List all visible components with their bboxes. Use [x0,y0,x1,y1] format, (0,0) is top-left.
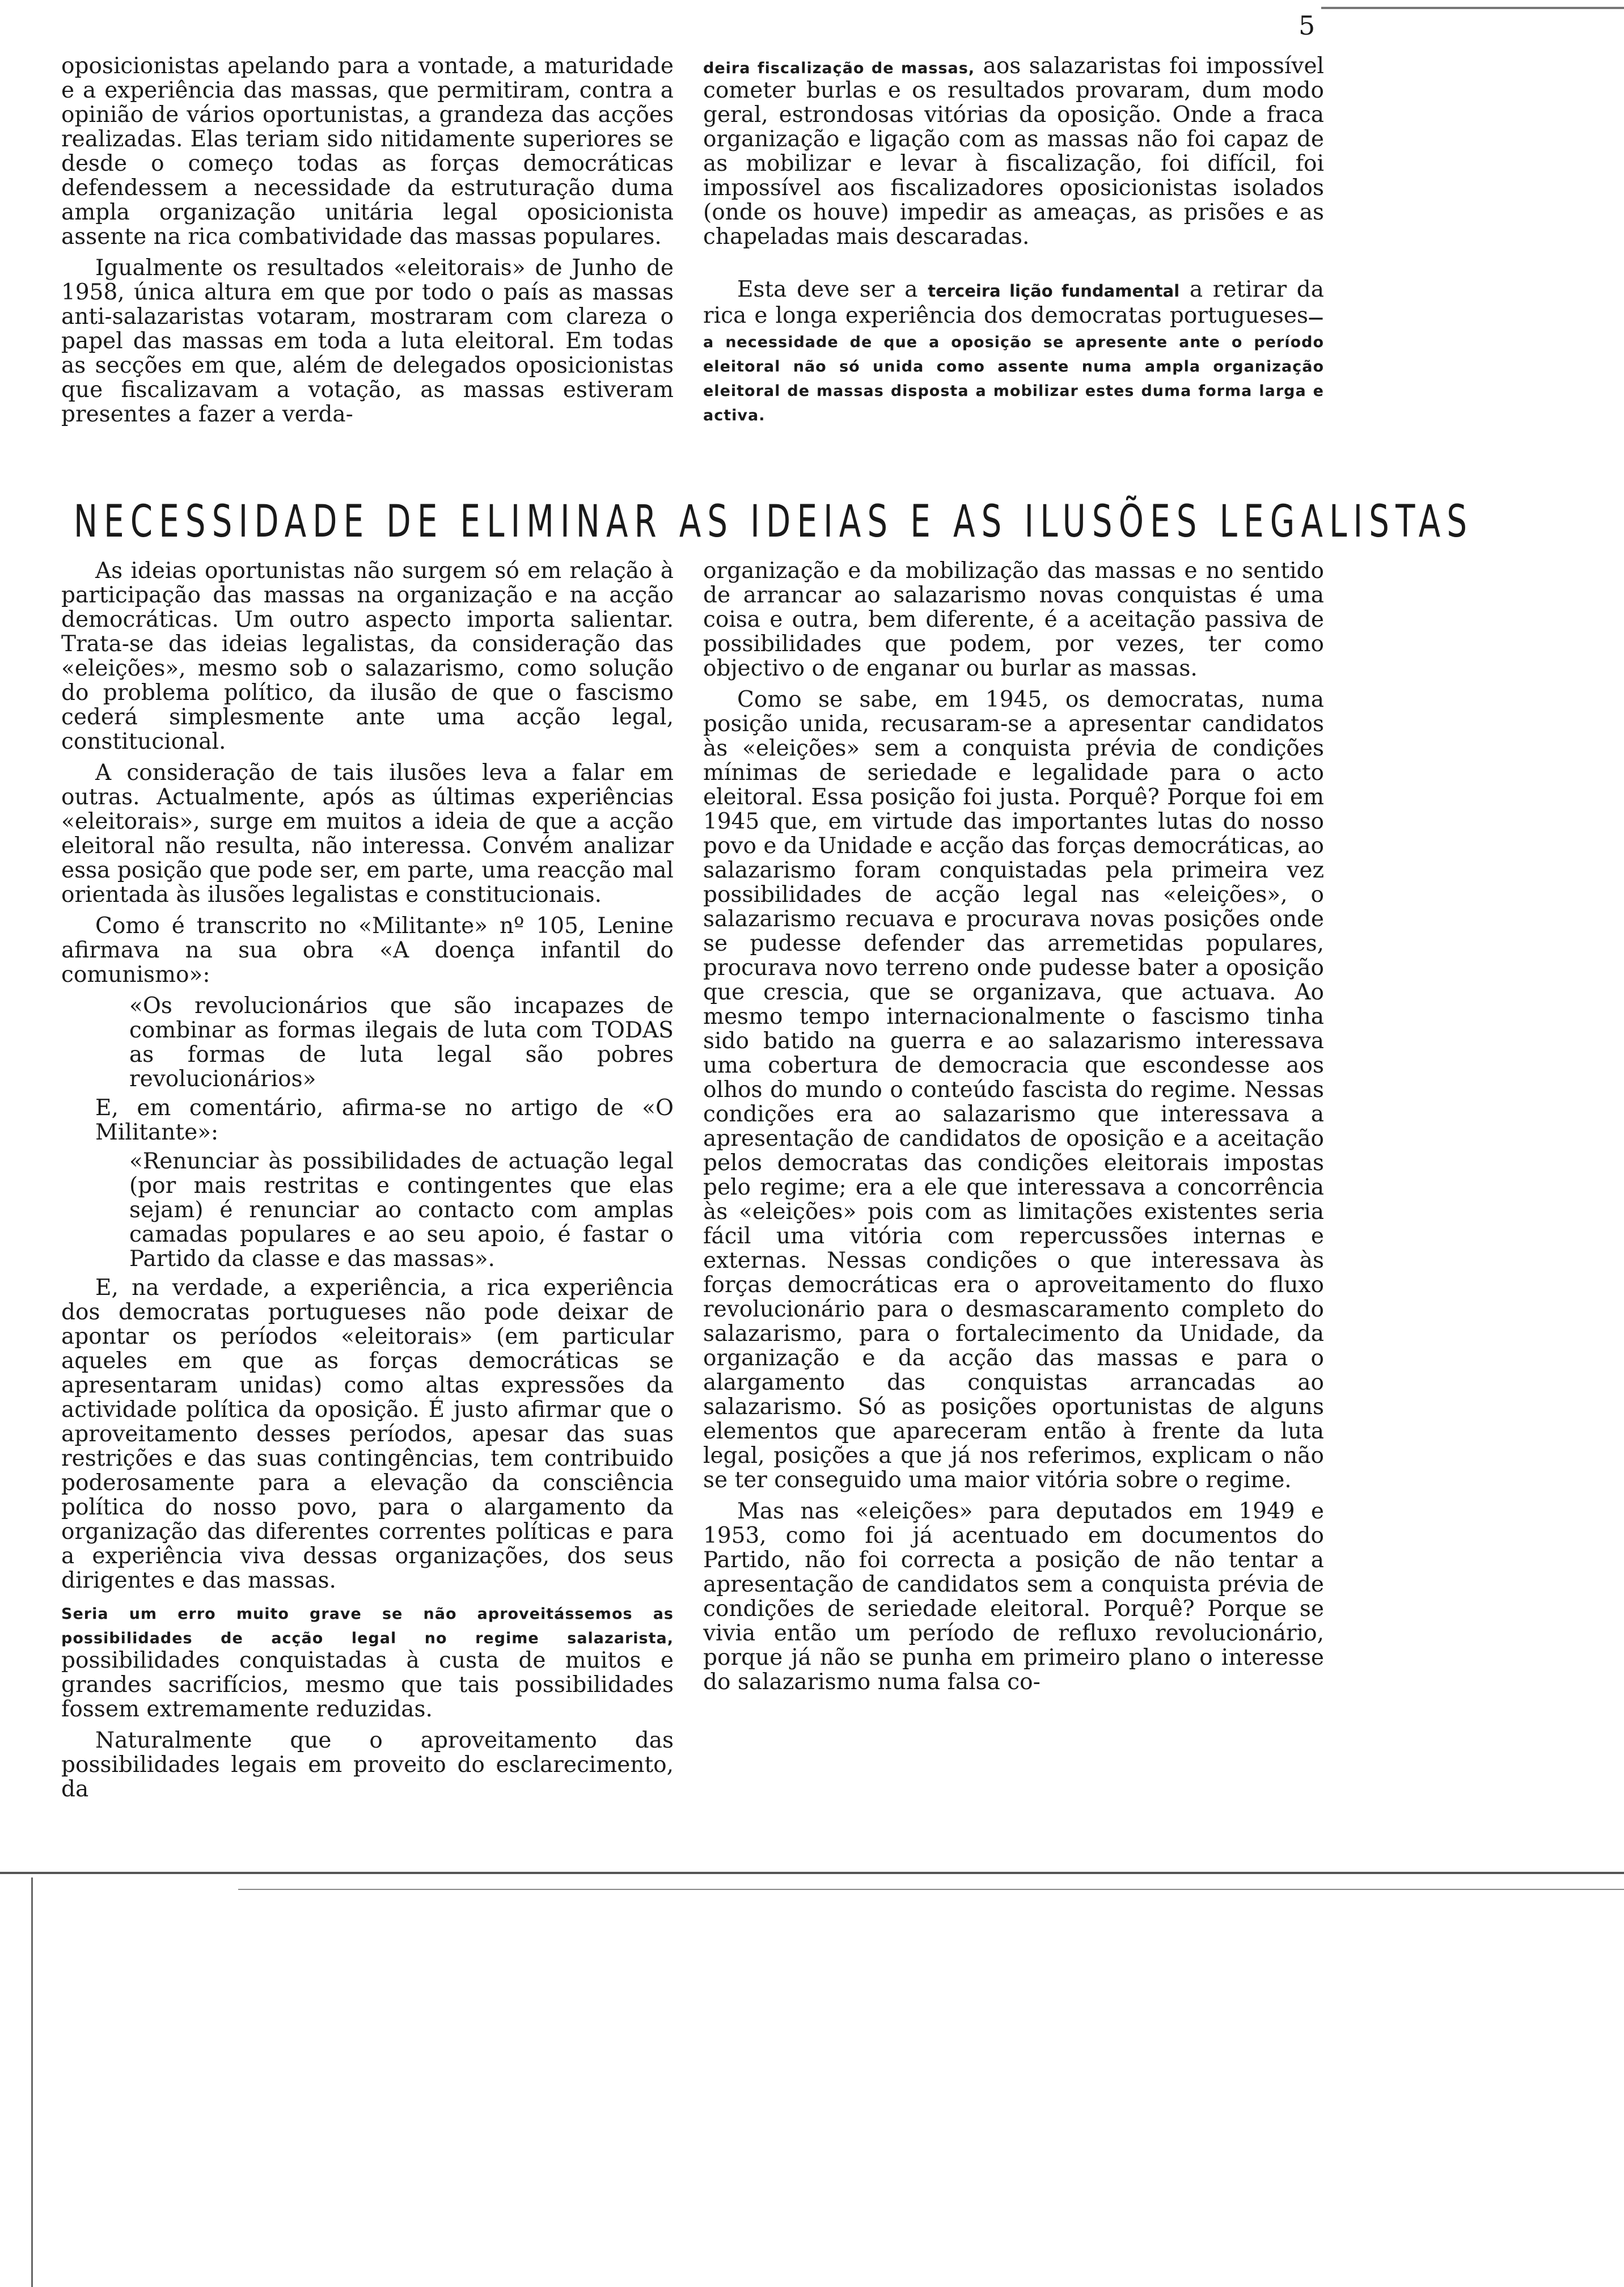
paragraph: organização e da mobilização das massas e no sentido de arrancar ao salazarismo novas conquistas é uma coisa e outra, bem diferente, é a aceitação passiva de possibilidades que podem, por vezes, ter como objectivo o de enganar ou burlar as massas. [703,558,1324,681]
text-span: possibilidades conquistadas à custa de muitos e grandes sacrifícios, mesmo que tais possibilidades fossem extremamente reduzidas. [61,1648,674,1722]
paragraph: E, na verdade, a experiência, a rica experiência dos democratas portugueses não pode deixar de apontar os períodos «eleitorais» (em particular aqueles em que as forças democráticas se apresentaram unidas) como altas expressões da actividade política da oposição. É justo afirmar que o aproveitamento desses períodos, apesar das suas restrições e das suas contingências, tem contribuido poderosamente para a elevação da consciência política do nosso povo, para o alargamento da organização das diferentes correntes políticas e para a experiência viva dessas organizações, dos seus dirigentes e das massas. [61,1275,674,1593]
bold-conclusion: — a necessidade de que a oposição se apresente ante o período eleitoral não só unida como assente numa ampla organização eleitoral de massas disposta a mobilizar estes duma forma larga e activa. [703,309,1324,424]
paragraph: Igualmente os resultados «eleitorais» de Junho de 1958, única altura em que por todo o país as massas anti-salazaristas votaram, mostraram com clareza o papel das massas em toda a luta eleitoral. Em todas as secções em que, além de delegados oposicionistas que fiscalizavam a votação, as massas estiveram presentes a fazer a verda- [61,255,674,427]
text-span: Esta deve ser a [737,277,918,302]
paragraph: Como se sabe, em 1945, os democratas, numa posição unida, recusaram-se a apresentar candidatos às «eleições» sem a conquista prévia de condições mínimas de seriedade e legalidade para o acto eleitoral. Essa posição foi justa. Porquê? Porque foi em 1945 que, em virtude das importantes lutas do nosso povo e da Unidade e acção das forças democráticas, ao salazarismo foram conquistadas pela primeira vez possibilidades de acção legal nas «eleições», o salazarismo recuava e procurava novas posições onde se pudesse defender das arremetidas populares, procurava novo terreno onde pudesse bater a oposição que crescia, que se organizava, que actuava. Ao mesmo tempo internacionalmente o fascismo tinha sido batido na guerra e ao salazarismo interessava uma cobertura de democracia que escondesse aos olhos do mundo o conteúdo fascista do regime. Nessas condições era ao salazarismo que interessava a apresentação de candidatos de oposição e a aceitação pelos democratas das condições eleitorais impostas pelo regime; era a ele que interessava a concorrência às «eleições» pois com as limitações existentes seria fácil uma vitória com repercussões internas e externas. Nessas condições o que interessava às forças democráticas era o aproveitamento do fluxo revolucionário para o desmascaramento completo do salazarismo, para o fortalecimento da Unidade, da organização e da acção das massas e para o alargamento das conquistas arrancadas ao salazarismo. Só as posições oportunistas de alguns elementos que apareceram então à frente da luta legal, posições a que já nos referimos, explicam o não se ter conseguido uma maior vitória sobre o regime. [703,687,1324,1493]
bold-phrase: terceira lição fundamental [928,281,1180,301]
left-margin-rule [31,1877,33,2287]
quote-lenine: «Os revolucionários que são incapazes de combinar as formas ilegais de luta com TODAS as formas de luta legal são pobres revolucionários» [129,993,674,1092]
section-headline: NECESSIDADE DE ELIMINAR AS IDEIAS E AS ILUSÕES LEGALISTAS [74,496,1474,547]
paragraph: A consideração de tais ilusões leva a falar em outras. Actualmente, após as últimas experiências «eleitorais», surge em muitos a ideia de que a acção eleitoral não resulta, não interessa. Convém analizar essa posição que pode ser, em parte, uma reacção mal orientada às ilusões legalistas e constitucionais. [61,760,674,908]
text-span: a retirar da rica e longa experiência dos democratas portugueses [703,277,1325,328]
paragraph: E, em comentário, afirma-se no artigo de «O Militante»: [95,1095,674,1145]
top-right-column [703,54,1324,432]
bottom-rule-thin [238,1889,1624,1890]
paragraph: Naturalmente que o aproveitamento das possibilidades legais em proveito do esclarecimento, da [61,1728,674,1802]
bold-warning: Seria um erro muito grave se não aproveitássemos as possibilidades de acção legal no regime salazarista, [61,1605,674,1647]
page-number: 5 [1299,10,1316,41]
top-edge-rule [1321,7,1624,9]
paragraph: oposicionistas apelando para a vontade, a maturidade e a experiência das massas, que permitiram, contra a opinião de vários oportunistas, a grandeza das acções realizadas. Elas teriam sido nitidamente superiores se desde o começo todas as forças democráticas defendessem a necessidade da estruturação duma ampla organização unitária legal oposicionista assente na rica combatividade das massas populares. [61,53,674,250]
bottom-rule [0,1872,1624,1874]
paragraph [703,277,1324,425]
paragraph: Como é transcrito no «Militante» nº 105, Lenine afirmava na sua obra «A doença infantil do comunismo»: [61,913,674,988]
paragraph: As ideias oportunistas não surgem só em relação à participação das massas na organização e na acção democráticas. Um outro aspecto importa salientar. Trata-se das ideias legalistas, da consideração das «eleições», mesmo sob o salazarismo, como solução do problema político, da ilusão de que o fascismo cederá simplesmente ante uma acção legal, constitucional. [61,558,674,754]
paragraph [61,1600,674,1721]
bottom-left-column [61,559,674,1808]
paragraph: Mas nas «eleições» para deputados em 1949 e 1953, como foi já acentuado em documentos do Partido, não foi correcta a posição de não tentar a apresentação de candidatos sem a conquista prévia de condições de seriedade eleitoral. Porquê? Porque se vivia então um período de refluxo revolucionário, porque já não se punha em primeiro plano o interesse do salazarismo numa falsa co- [703,1499,1324,1695]
text-span: aos salazaristas foi impossível cometer burlas e os resultados provaram, dum modo geral, estrondosas vitórias da oposição. Onde a fraca organização e ligação com as massas não foi capaz de as mobilizar e levar à fiscalização, foi difícil, foi impossível aos fiscalizadores oposicionistas isolados (onde os houve) impedir as ameaças, as prisões e as chapeladas mais descaradas. [703,53,1325,250]
bottom-right-column [703,559,1324,1701]
quote-militante: «Renunciar às possibilidades de actuação legal (por mais restritas e contingentes que elas sejam) é renunciar ao contacto com amplas camadas populares e ao seu apoio, é fastar o Partido da classe e das massas». [129,1149,674,1272]
top-left-column [61,54,674,433]
paragraph [703,54,1324,249]
bold-phrase: deira fiscalização de massas, [703,60,975,77]
